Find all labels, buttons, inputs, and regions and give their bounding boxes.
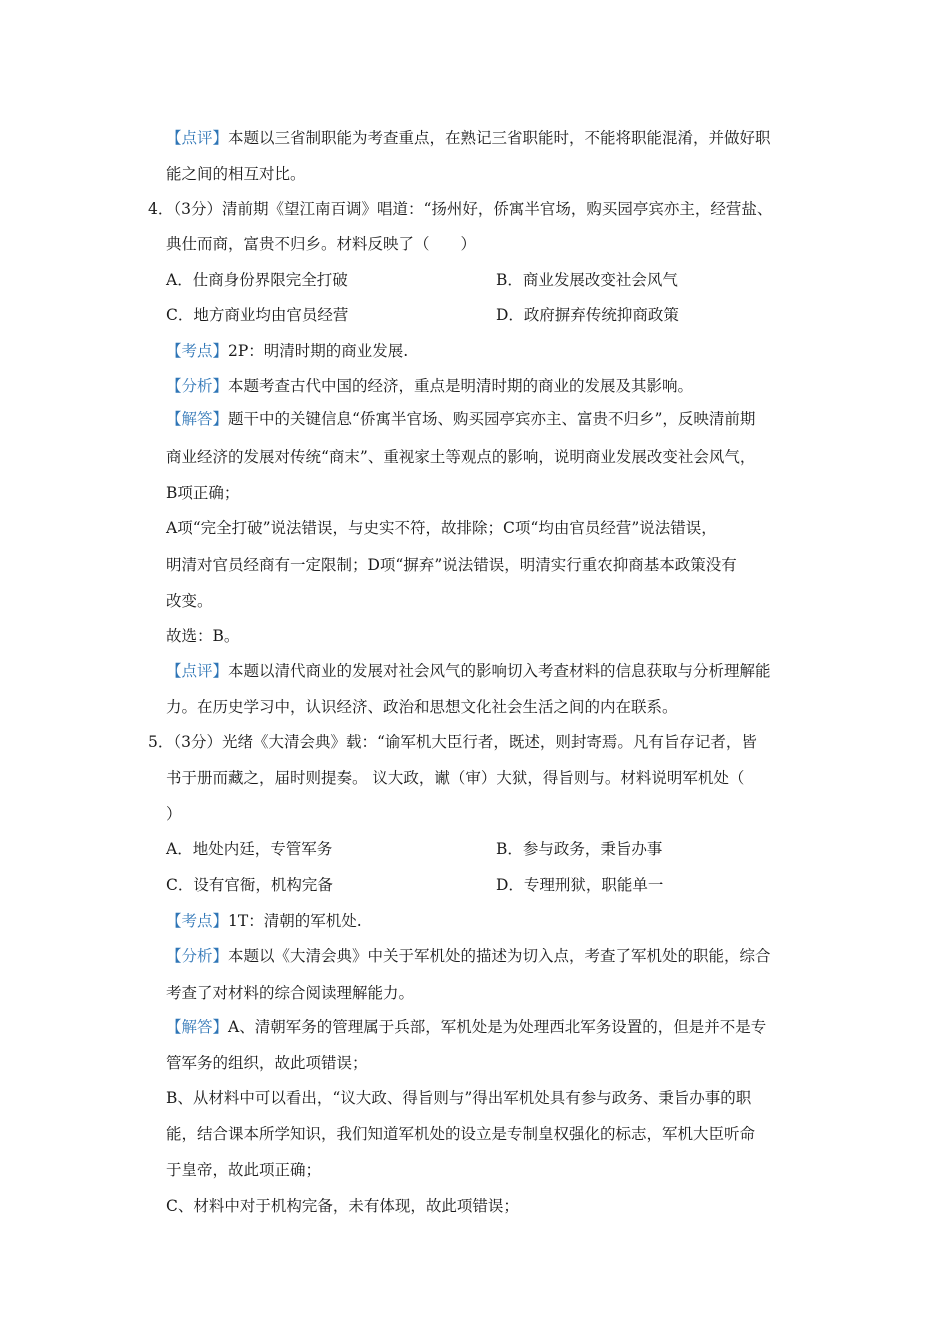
q4-answer-line-4: A项“完全打破”说法错误，与史实不符，故排除；C项“均由官员经营”说法错误， <box>166 519 717 537</box>
q5-option-a: A．地处内廷，专管军务 <box>166 840 333 858</box>
q4-option-a: A．仕商身份界限完全打破 <box>166 271 348 289</box>
q5-stem-line-1: 5．（3分）光绪《大清会典》载：“谕军机大臣行者，既述，则封寄焉。凡有旨存记者，皆 <box>148 733 757 751</box>
q5-analysis-line-1: 【分析】本题以《大清会典》中关于军机处的描述为切入点，考查了军机处的职能，综合 <box>166 947 771 965</box>
q4-analysis: 【分析】本题考查古代中国的经济，重点是明清时期的商业的发展及其影响。 <box>166 377 694 395</box>
q5-answer-line-2: 管军务的组织，故此项错误； <box>166 1054 368 1072</box>
q4-choice: 故选：B。 <box>166 627 240 645</box>
review-tag: 【点评】 <box>166 662 229 680</box>
q4-review-line-2: 力。在历史学习中，认识经济、政治和思想文化社会生活之间的内在联系。 <box>166 698 678 716</box>
q5-answer-line-3: B、从材料中可以看出，“议大政、得旨则与”得出军机处具有参与政务、秉旨办事的职 <box>166 1089 752 1107</box>
point-tag: 【考点】 <box>166 912 229 930</box>
q3-review-line-2: 能之间的相互对比。 <box>166 165 306 183</box>
analysis-tag: 【分析】 <box>166 377 229 395</box>
q4-option-b: B．商业发展改变社会风气 <box>496 271 678 289</box>
q5-answer-line-1: 【解答】A、清朝军务的管理属于兵部，军机处是为处理西北军务设置的，但是并不是专 <box>166 1018 767 1036</box>
answer-tag: 【解答】 <box>166 410 229 428</box>
q4-stem-line-1: 4．（3分）清前期《望江南百调》唱道：“扬州好，侨寓半官场，购买园亭宾亦主，经营盐、 <box>148 200 773 218</box>
q4-answer-line-3: B项正确； <box>166 484 240 502</box>
q5-option-d: D．专理刑狱，职能单一 <box>496 876 664 894</box>
point-tag: 【考点】 <box>166 342 229 360</box>
q5-answer-line-5: 于皇帝，故此项正确； <box>166 1161 322 1179</box>
q5-stem-line-2: 书于册而藏之，届时则提奏。 议大政，谳（审）大狱，得旨则与。材料说明军机处（ <box>166 769 745 787</box>
q5-analysis-line-2: 考查了对材料的综合阅读理解能力。 <box>166 984 415 1002</box>
q4-option-d: D．政府摒弃传统抑商政策 <box>496 306 679 324</box>
analysis-tag: 【分析】 <box>166 947 229 965</box>
q4-answer-line-5: 明清对官员经商有一定限制；D项“摒弃”说法错误，明清实行重农抑商基本政策没有 <box>166 556 737 574</box>
q5-answer-line-6: C、材料中对于机构完备，未有体现，故此项错误； <box>166 1197 519 1215</box>
q5-option-c: C．设有官衙，机构完备 <box>166 876 333 894</box>
q5-option-b: B．参与政务，秉旨办事 <box>496 840 663 858</box>
q3-review-line-1: 【点评】本题以三省制职能为考查重点，在熟记三省职能时，不能将职能混淆，并做好职 <box>166 129 771 147</box>
q4-option-c: C．地方商业均由官员经营 <box>166 306 349 324</box>
q4-stem-line-2: 典仕而商，富贵不归乡。材料反映了（ ） <box>166 235 477 253</box>
review-tag: 【点评】 <box>166 129 229 147</box>
q4-answer-line-2: 商业经济的发展对传统“商末”、重视家土等观点的影响，说明商业发展改变社会风气， <box>166 448 756 466</box>
q4-answer-line-6: 改变。 <box>166 592 213 610</box>
q4-answer-line-1: 【解答】题干中的关键信息“侨寓半官场、购买园亭宾亦主、富贵不归乡”，反映清前期 <box>166 410 756 428</box>
q4-review-line-1: 【点评】本题以清代商业的发展对社会风气的影响切入考查材料的信息获取与分析理解能 <box>166 662 771 680</box>
q5-answer-line-4: 能，结合课本所学知识，我们知道军机处的设立是专制皇权强化的标志，军机大臣听命 <box>166 1125 756 1143</box>
q4-point: 【考点】2P：明清时期的商业发展. <box>166 342 409 360</box>
answer-tag: 【解答】 <box>166 1018 229 1036</box>
q5-point: 【考点】1T：清朝的军机处. <box>166 912 362 930</box>
q5-stem-line-3: ） <box>166 805 182 823</box>
